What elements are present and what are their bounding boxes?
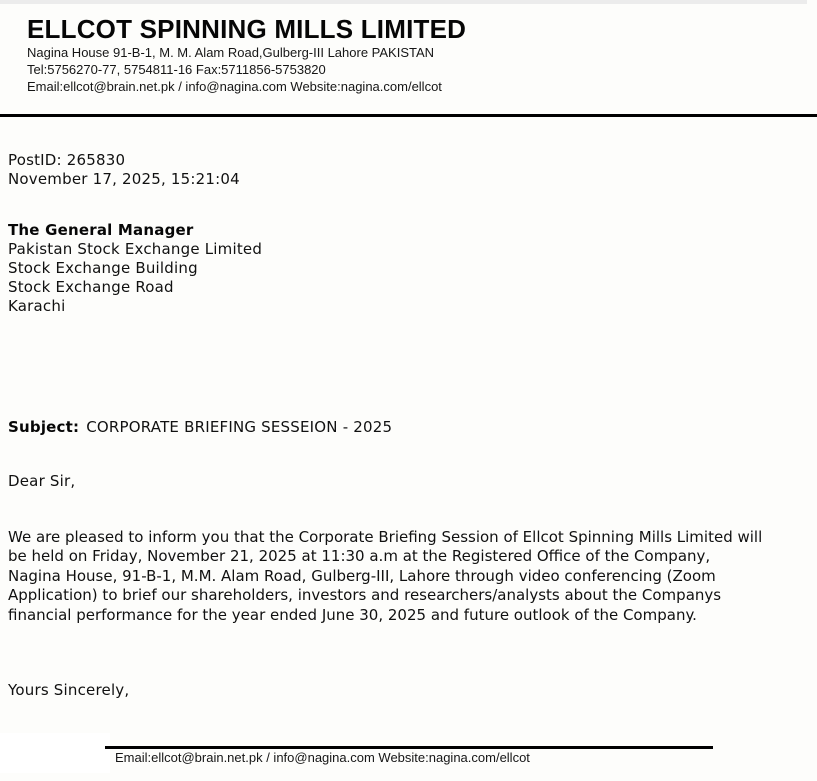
recipient-line: Pakistan Stock Exchange Limited [8, 240, 263, 258]
company-phone-fax: Tel:5756270-77, 5754811-16 Fax:5711856-5753820 [27, 62, 326, 77]
letterhead [27, 14, 807, 95]
body-line: financial performance for the year ended June 30, 2025 and future outlook of the Company. [8, 605, 697, 624]
letter-body [8, 528, 762, 625]
body-line: be held on Friday, November 21, 2025 at 11:30 a.m at the Registered Office of the Company, [8, 547, 711, 566]
date-time: November 17, 2025, 15:21:04 [8, 170, 240, 188]
recipient-title: The General Manager [8, 221, 194, 239]
recipient-block [8, 221, 262, 316]
subject-label: Subject: [8, 418, 80, 436]
salutation: Dear Sir, [8, 472, 76, 490]
recipient-line: Stock Exchange Building [8, 259, 198, 277]
body-line: Application) to brief our shareholders, investors and researchers/analysts about the Companys [8, 586, 722, 605]
closing: Yours Sincerely, [8, 681, 130, 699]
company-contact: Email:ellcot@brain.net.pk / info@nagina.com Website:nagina.com/ellcot [27, 79, 442, 94]
meta-block [8, 151, 240, 189]
scan-white-patch [0, 733, 110, 773]
post-id: PostID: 265830 [8, 151, 126, 169]
letterhead-divider [0, 114, 817, 117]
subject-text: CORPORATE BRIEFING SESSEION - 2025 [86, 418, 393, 436]
recipient-line: Stock Exchange Road [8, 278, 174, 296]
company-address: Nagina House 91-B-1, M. M. Alam Road,Gulberg-III Lahore PAKISTAN [27, 45, 435, 60]
body-line: Nagina House, 91-B-1, M.M. Alam Road, Gulberg-III, Lahore through video conferencing (Zoom [8, 566, 716, 585]
company-name: ELLCOT SPINNING MILLS LIMITED [27, 14, 467, 44]
scan-edge-strip [0, 0, 807, 4]
subject-line [8, 418, 392, 437]
footer-contact: Email:ellcot@brain.net.pk / info@nagina.com Website:nagina.com/ellcot [115, 750, 530, 765]
recipient-line: Karachi [8, 297, 66, 315]
body-line: We are pleased to inform you that the Corporate Briefing Session of Ellcot Spinning Mills Limited will [8, 528, 763, 546]
